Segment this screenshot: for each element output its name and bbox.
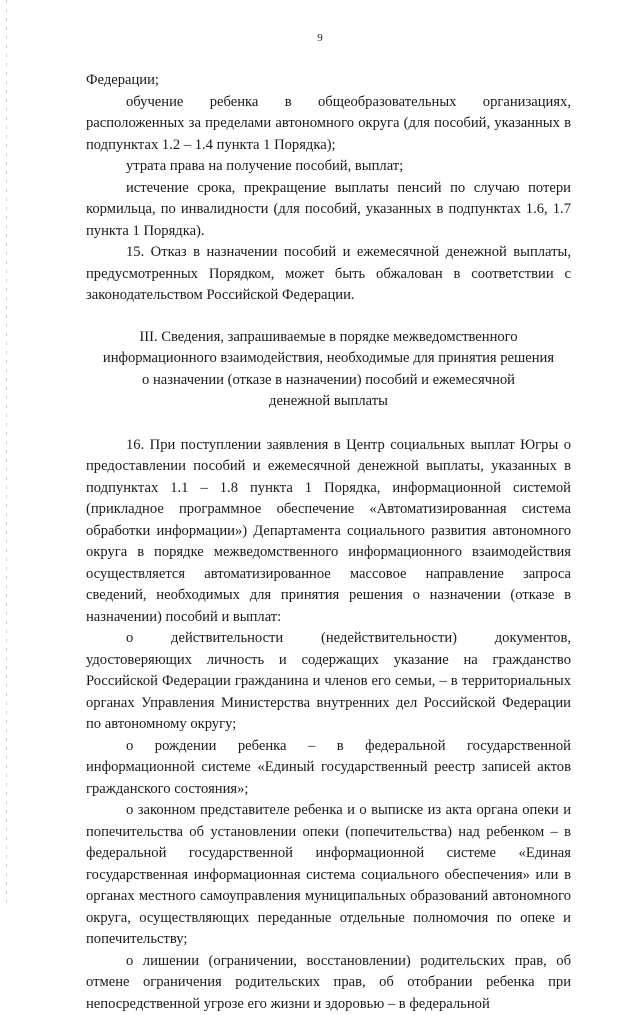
section-heading-line: о назначении (отказе в назначении) пособий и ежемесячной bbox=[86, 370, 571, 392]
paragraph-education-outside: обучение ребенка в общеобразовательных организациях, расположенных за пределами автономного округа (для пособий, указанных в подпунктах 1.2 – 1.4 пункта 1 Порядка); bbox=[86, 92, 571, 157]
paragraph-birth-record: о рождении ребенка – в федеральной государственной информационной системе «Единый государственный реестр записей актов гражданского состояния»; bbox=[86, 736, 571, 801]
paragraph-federation-end: Федерации; bbox=[86, 70, 571, 92]
section-heading-iii bbox=[86, 327, 571, 413]
scan-edge-artifact bbox=[6, 0, 7, 905]
paragraph-16-request: 16. При поступлении заявления в Центр социальных выплат Югры о предоставлении пособий и ежемесячной денежной выплаты, указанных в подпунктах 1.1 – 1.8 пункта 1 Порядка, информационной системой (прикладное программное обеспечение «Автоматизированная система обработки информации») Департамента социального развития автономного округа в порядке межведомственного информационного взаимодействия осуществляется автоматизированное массовое направление запроса сведений, необходимых для принятия решения о назначении (отказе в назначении) пособий и выплат: bbox=[86, 435, 571, 629]
paragraph-loss-of-right: утрата права на получение пособий, выплат; bbox=[86, 156, 571, 178]
section-heading-line: денежной выплаты bbox=[86, 391, 571, 413]
paragraph-identity-documents: о действительности (недействительности) документов, удостоверяющих личность и содержащих указание на гражданство Российской Федерации гражданина и членов его семьи, – в территориальных органах Управления Министерства внутренних дел Российской Федерации по автономному округу; bbox=[86, 628, 571, 736]
paragraph-15-appeal: 15. Отказ в назначении пособий и ежемесячной денежной выплаты, предусмотренных Порядком, может быть обжалован в соответствии с законодательством Российской Федерации. bbox=[86, 242, 571, 307]
paragraph-legal-representative: о законном представителе ребенка и о выписке из акта органа опеки и попечительства об установлении опеки (попечительства) над ребенком – в федеральной государственной информационной системе «Единая государственная информационная система социального обеспечения» или в органах местного самоуправления муниципальных образований автономного округа, осуществляющих переданные отдельные полномочия по опеке и попечительству; bbox=[86, 800, 571, 951]
paragraph-pension-expiry: истечение срока, прекращение выплаты пенсий по случаю потери кормильца, по инвалидности (для пособий, указанных в подпунктах 1.6, 1.7 пункта 1 Порядка). bbox=[86, 178, 571, 243]
section-heading-line: III. Сведения, запрашиваемые в порядке межведомственного bbox=[86, 327, 571, 349]
paragraph-parental-rights: о лишении (ограничении, восстановлении) родительских прав, об отмене ограничения родительских прав, об отобрании ребенка при непосредственной угрозе его жизни и здоровью – в федеральной bbox=[86, 951, 571, 1015]
section-heading-line: информационного взаимодействия, необходимые для принятия решения bbox=[86, 348, 571, 370]
page-number: 9 bbox=[0, 32, 640, 44]
document-body bbox=[86, 70, 571, 1015]
